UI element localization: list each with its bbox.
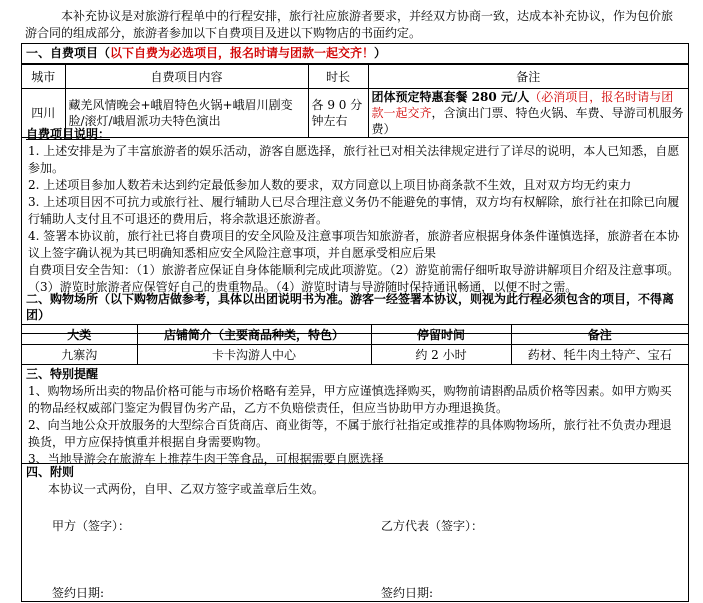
explain-item-4: 4. 签署本协议前，旅行社已将自费项目的安全风险及注意事项告知旅游者，旅游者应根据身体条件谨慎选择，旅游者在本协议上签字确认视为其已明确知悉相应安全风险注意事项，并自愿承受相应后果 [28, 229, 680, 260]
note-bold: 团体预定特惠套餐 280 元/人 [371, 90, 530, 104]
party-a-signature: 甲方（签字）： [52, 519, 131, 533]
shop-header-shop: 店铺简介（主要商品种类，特色） [137, 325, 371, 345]
shop-stay: 约 2 小时 [371, 345, 511, 365]
col-header-note: 备注 [368, 65, 688, 89]
section1-title [22, 44, 688, 64]
reminder-1: 1、购物场所出卖的物品价格可能与市场价格略有差异，甲方应谨慎选择购买，购物前请斟酌品质价格等因素。如甲方购买的物品经权威部门鉴定为假冒伪劣产品，乙方不负赔偿责任，但应当协助甲方办理退换货。 [28, 384, 672, 415]
party-a-date: 签约日期: [52, 586, 105, 600]
cell-content: 藏羌风情晚会+峨眉特色火锅+峨眉川剧变脸/滚灯/峨眉派功夫特色演出 [65, 89, 308, 138]
party-b-signature: 乙方代表（签字）： [381, 519, 484, 533]
col-header-duration: 时长 [308, 65, 368, 89]
section2-title: 二、购物场所（以下购物店做参考，具体以出团说明书为准。游客一经签署本协议，则视为此行程必须包含的项目，不得离团） [26, 292, 675, 322]
shop-header-category: 大类 [22, 325, 137, 345]
section4-title: 四、附则 [26, 465, 75, 479]
shop-name: 卡卡沟游人中心 [137, 345, 371, 365]
cell-city: 四川 [22, 89, 65, 138]
note-red: （必消项目，报名时请与团款一起交齐 [371, 90, 674, 120]
note-rest: ，含演出门票、特色火锅、车费、导游司机服务费） [371, 106, 684, 136]
col-header-content: 自费项目内容 [65, 65, 308, 89]
party-b-date: 签约日期: [381, 586, 434, 600]
section2-table-wrap [22, 324, 688, 365]
explain-title: 自费项目说明： [26, 127, 111, 141]
section3 [22, 366, 688, 464]
explain-item-1: 1. 上述安排是为了丰富旅游者的娱乐活动，游客自愿选择，旅行社已对相关法律规定进行了详尽的说明，本人已知悉，自愿参加。 [28, 144, 680, 175]
section4 [22, 464, 688, 602]
safety-notice: 自费项目安全告知：（1）旅游者应保证自身体能顺利完成此项游览。（2）游览前需仔细听取导游讲解项目介绍及注意事项。（3）游览时旅游者应保管好自己的贵重物品。（4）游览时请与导游随时保持通讯畅通，以便不时之需。 [28, 263, 680, 294]
agreement-frame [21, 43, 689, 602]
section1-title-suffix: ） [374, 46, 387, 60]
explain-item-2: 2. 上述项目参加人数若未达到约定最低参加人数的要求，双方同意以上项目协商条款不生效，且对双方均无约束力 [28, 178, 632, 192]
col-header-city: 城市 [22, 65, 65, 89]
shop-category: 九寨沟 [22, 345, 137, 365]
explain-item-3: 3. 上述项目因不可抗力或旅行社、履行辅助人已尽合理注意义务仍不能避免的事情，双方均有权解除，旅行社在扣除已向履行辅助人支付且不可退还的费用后，将余款退还旅游者。 [28, 195, 680, 226]
reminder-3: 3、当地导游会在旅游车上推荐牛肉干等食品，可根据需要自愿选择 [28, 452, 384, 466]
shop-header-note: 备注 [511, 325, 688, 345]
shop-note: 药材、牦牛肉土特产、宝石 [511, 345, 688, 365]
section1-title-red: 以下自费为必选项目，报名时请与团款一起交齐！ [110, 46, 375, 60]
section1-title-prefix: 一、自费项目（ [26, 46, 111, 60]
section2-table [22, 324, 688, 365]
cell-duration: 各 9 0 分钟左右 [308, 89, 368, 138]
section4-text: 本协议一式两份，自甲、乙双方签字或盖章后生效。 [48, 482, 325, 496]
reminder-2: 2、向当地公众开放服务的大型综合百货商店、商业街等，不属于旅行社指定或推荐的具体购物场所，旅行社不负责办理退换货，甲方应保持慎重并根据自身需要购物。 [28, 418, 672, 449]
section3-title: 三、特别提醒 [26, 367, 99, 381]
shop-header-stay: 停留时间 [371, 325, 511, 345]
intro-paragraph: 本补充协议是对旅游行程单中的行程安排，旅行社应旅游者要求，并经双方协商一致，达成本补充协议，作为包价旅游合同的组成部分，旅游者参加以下自费项目及进以下购物店的书面约定。 [25, 9, 674, 40]
